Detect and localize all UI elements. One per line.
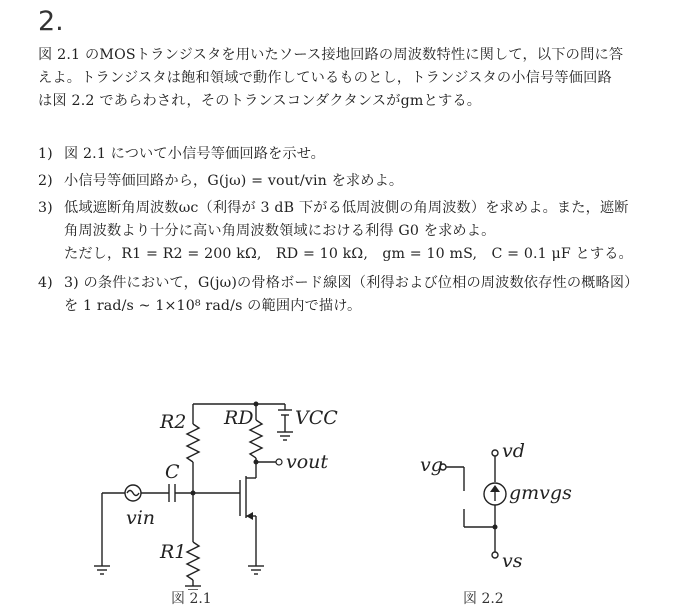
question-4: [38, 272, 678, 318]
question-number: 4): [38, 275, 53, 291]
question-2: [38, 170, 678, 193]
gmvgs-label: gmvgs: [509, 482, 572, 504]
intro-line: えよ。トランジスタは飽和領域で動作しているものとし，トランジスタの小信号等価回路: [38, 70, 612, 86]
figure-2-1-circuit: [90, 398, 340, 590]
problem-intro: [38, 44, 674, 113]
vg-label: vg: [420, 454, 443, 476]
question-3: [38, 197, 678, 266]
question-1: [38, 143, 678, 166]
rd-label: RD: [224, 407, 254, 429]
question-number: 1): [38, 146, 53, 162]
figure-2-2-model: [412, 435, 572, 585]
vcc-label: VCC: [295, 407, 338, 429]
question-conditions: ただし，R1 = R2 = 200 kΩ, RD = 10 kΩ, gm = 10 mS, C = 0.1 μF とする。: [64, 246, 633, 262]
figure-2-2-caption: 図 2.2: [463, 591, 504, 607]
question-text: 小信号等価回路から，G(jω) = vout/vin を求めよ。: [64, 173, 404, 189]
vin-label: vin: [126, 507, 156, 529]
r2-label: R2: [160, 411, 187, 433]
question-text: 低域遮断角周波数ωc（利得が 3 dB 下がる低周波側の角周波数）を求めよ。また，遮断: [64, 200, 629, 216]
intro-line: 図 2.1 のMOSトランジスタを用いたソース接地回路の周波数特性に関して，以下の問に答: [38, 47, 624, 63]
question-number: 2): [38, 173, 53, 189]
question-text: を 1 rad/s ~ 1×10⁸ rad/s の範囲内で描け。: [64, 298, 362, 314]
intro-line: は図 2.2 であらわされ，そのトランスコンダクタンスがgmとする。: [38, 93, 482, 109]
c-label: C: [165, 461, 180, 483]
question-text: 角周波数より十分に高い角周波数領域における利得 G0 を求めよ。: [64, 223, 496, 239]
question-number: 3): [38, 200, 53, 216]
r1-label: R1: [160, 541, 187, 563]
problem-number: 2.: [38, 6, 64, 37]
figure-2-1-caption: 図 2.1: [171, 591, 212, 607]
vs-label: vs: [502, 550, 523, 572]
question-text: 3) の条件において，G(jω)の骨格ボード線図（利得および位相の周波数依存性の概略図）: [64, 275, 639, 291]
question-text: 図 2.1 について小信号等価回路を示せ。: [64, 146, 326, 162]
vd-label: vd: [502, 440, 525, 462]
vout-label: vout: [286, 451, 329, 473]
